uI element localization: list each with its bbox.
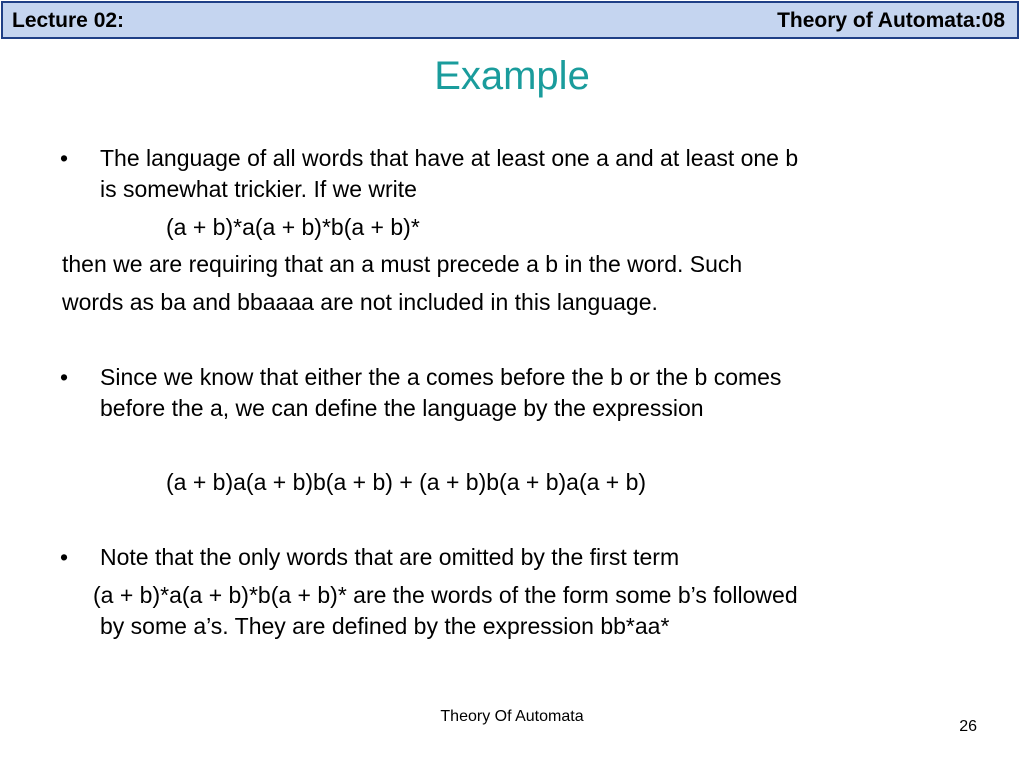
bullet-1-continuation-2: words as ba and bbaaaa are not included in this language. xyxy=(62,289,658,315)
bullet-marker: • xyxy=(60,145,69,171)
bullet-3-line-3: by some a’s. They are defined by the expression bb*aa* xyxy=(100,613,670,639)
footer-title: Theory Of Automata xyxy=(440,708,584,725)
bullet-marker: • xyxy=(60,544,69,570)
lecture-label: Lecture 02: xyxy=(12,9,125,32)
bullet-3-line-1: Note that the only words that are omitted by the first term xyxy=(100,544,680,570)
bullet-2-expression: (a + b)a(a + b)b(a + b) + (a + b)b(a + b)a(a + b) xyxy=(166,469,647,495)
course-label: Theory of Automata:08 xyxy=(777,9,1005,32)
bullet-1-line-1: The language of all words that have at least one a and at least one b xyxy=(100,145,799,171)
bullet-1-line-2: is somewhat trickier. If we write xyxy=(100,176,417,202)
header-bar xyxy=(1,1,1019,39)
bullet-1-continuation-1: then we are requiring that an a must precede a b in the word. Such xyxy=(62,251,743,277)
bullet-2-line-2: before the a, we can define the language by the expression xyxy=(100,395,704,421)
bullet-1-expression: (a + b)*a(a + b)*b(a + b)* xyxy=(166,214,420,240)
bullet-3-line-2: (a + b)*a(a + b)*b(a + b)* are the words of the form some b’s followed xyxy=(93,582,798,608)
bullet-marker: • xyxy=(60,364,69,390)
slide-title: Example xyxy=(434,54,590,98)
bullet-2-line-1: Since we know that either the a comes before the b or the b comes xyxy=(100,364,782,390)
page-number: 26 xyxy=(959,718,977,735)
